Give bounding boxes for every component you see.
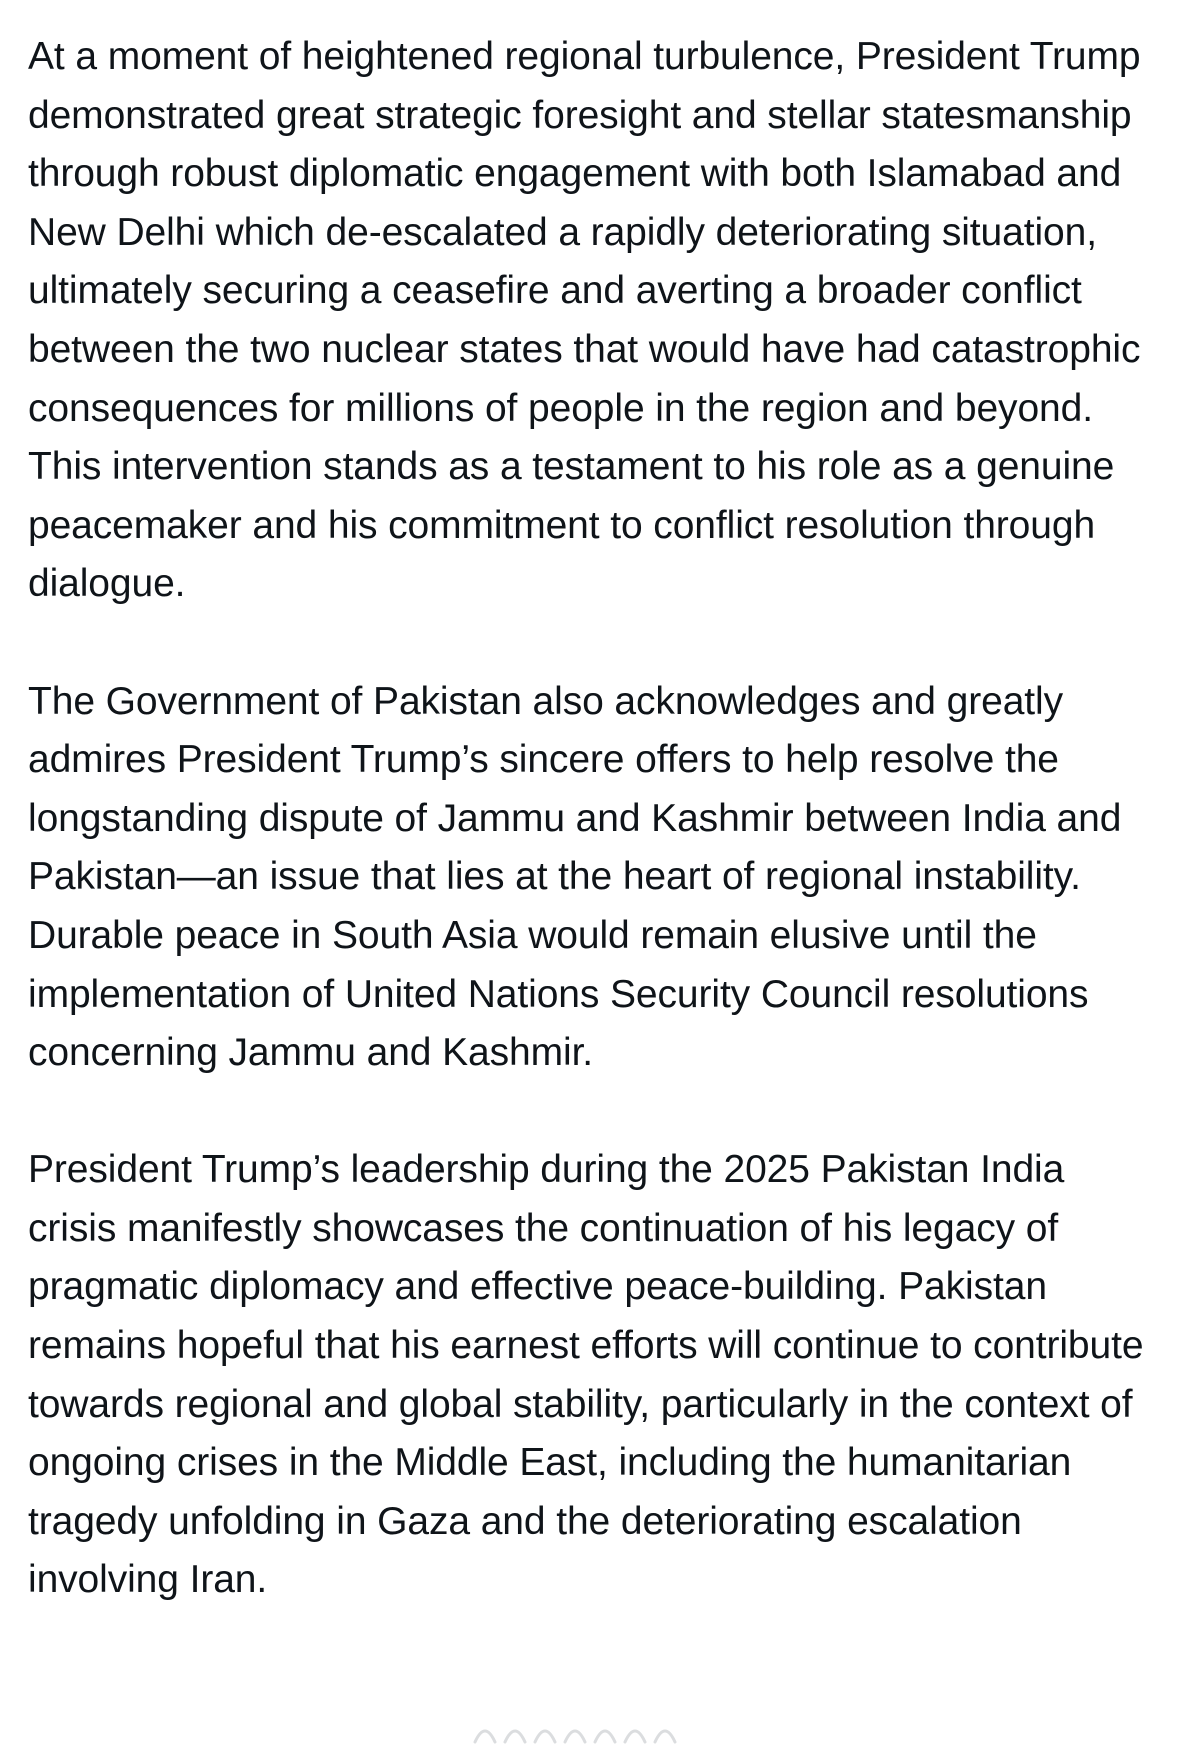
- watermark-logo-icon: [465, 1712, 705, 1756]
- paragraph-1: At a moment of heightened regional turbulence, President Trump demonstrated great strategic foresight and stellar statesmanship through robust diplomatic engagement with both Islamabad and New Delhi which de-escalated a rapidly deteriorating situation, ultimately securing a ceasefire and averting a broader conflict between the two nuclear states that would have had catastrophic consequences for millions of people in the region and beyond. This intervention stands as a testament to his role as a genuine peacemaker and his commitment to conflict resolution through dialogue.: [28, 35, 1141, 606]
- paragraph-2: The Government of Pakistan also acknowledges and greatly admires President Trump’s sincere offers to help resolve the longstanding dispute of Jammu and Kashmir between India and Pakistan—an issue that lies at the heart of regional instability. Durable peace in South Asia would remain elusive until the implementation of United Nations Security Council resolutions concerning Jammu and Kashmir.: [28, 679, 1122, 1075]
- post-body-text: [28, 28, 1156, 1610]
- paragraph-3: President Trump’s leadership during the 2025 Pakistan India crisis manifestly showcases the continuation of his legacy of pragmatic diplomacy and effective peace-building. Pakistan remains hopeful that his earnest efforts will continue to contribute towards regional and global stability, particularly in the context of ongoing crises in the Middle East, including the humanitarian tragedy unfolding in Gaza and the deteriorating escalation involving Iran.: [28, 1148, 1144, 1602]
- watermark-logo-svg: [465, 1712, 705, 1756]
